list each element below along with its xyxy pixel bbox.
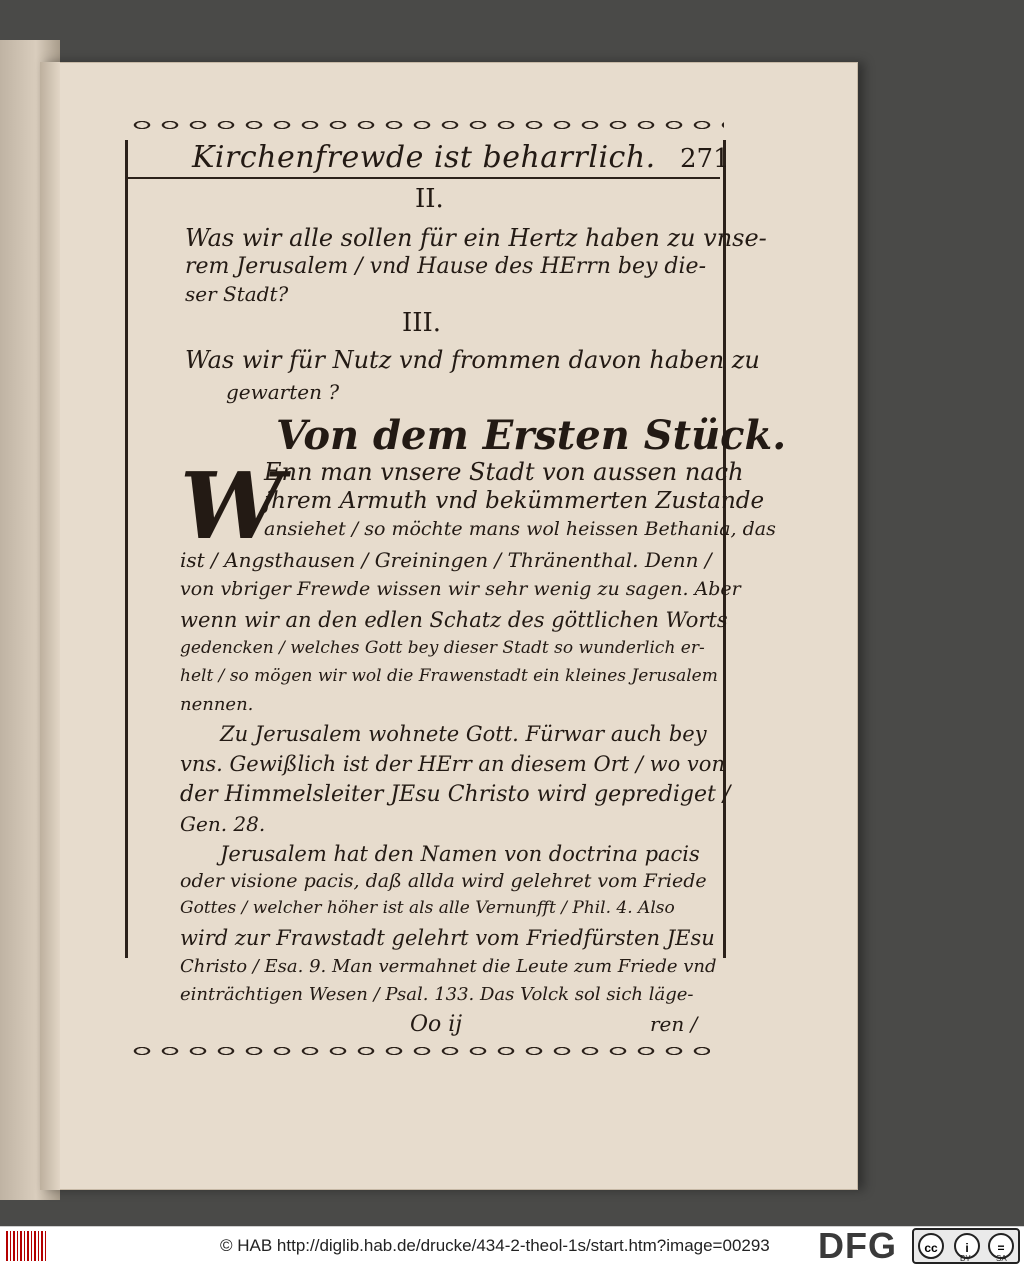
top-ornament-border — [128, 114, 724, 136]
attribution-icon: i — [954, 1233, 980, 1259]
bottom-ornament-border — [128, 1040, 710, 1062]
cc-icon: cc — [918, 1233, 944, 1259]
body-line: oder visione pacis, daß allda wird gelehret vom Friede — [180, 870, 707, 892]
body-line: von vbriger Frewde wissen wir sehr wenig zu sagen. Aber — [180, 578, 741, 600]
body-line: vns. Gewißlich ist der HErr an diesem Ort / wo von — [180, 752, 725, 776]
heading-2-line: Was wir alle sollen für ein Hertz haben zu vnse- — [185, 224, 767, 252]
body-line: Gottes / welcher höher ist als alle Vernunfft / Phil. 4. Also — [180, 898, 675, 918]
section-number-3: III. — [402, 308, 442, 338]
drop-cap-initial: W — [180, 452, 284, 560]
catchword: ren / — [650, 1012, 698, 1036]
body-line: wird zur Frawstadt gelehrt vom Friedfürsten JEsu — [180, 926, 715, 950]
dfg-logo[interactable]: DFG — [818, 1225, 897, 1266]
body-line: Enn man vnsere Stadt von aussen nach — [264, 458, 744, 486]
book-page — [40, 62, 858, 1190]
body-line: ist / Angsthausen / Greiningen / Thränenthal. Denn / — [180, 548, 712, 572]
body-line: Jerusalem hat den Namen von doctrina pacis — [220, 842, 700, 866]
section-number-2: II. — [415, 184, 444, 214]
body-line: Gen. 28. — [180, 812, 266, 836]
body-line: Zu Jerusalem wohnete Gott. Fürwar auch bey — [220, 722, 707, 746]
heading-3-line: Was wir für Nutz vnd frommen davon haben zu — [185, 346, 760, 374]
headline-rule — [128, 177, 720, 179]
body-line: einträchtigen Wesen / Psal. 133. Das Volck sol sich läge- — [180, 984, 694, 1005]
citation-link[interactable]: © HAB http://diglib.hab.de/drucke/434-2-theol-1s/start.htm?image=00293 — [220, 1236, 770, 1255]
license-sa-label: SA — [996, 1254, 1007, 1263]
license-by-label: BY — [960, 1254, 971, 1263]
signature-mark: Oo ij — [410, 1012, 463, 1037]
body-line: Christo / Esa. 9. Man vermahnet die Leute zum Friede vnd — [180, 956, 717, 977]
page-number: 271 — [680, 144, 730, 174]
page-gutter — [40, 62, 60, 1190]
hab-logo-icon[interactable] — [6, 1231, 48, 1261]
body-line: wenn wir an den edlen Schatz des göttlichen Worts — [180, 608, 728, 632]
body-line: nennen. — [180, 694, 254, 715]
body-line: gedencken / welches Gott bey dieser Stadt so wunderlich er- — [180, 638, 705, 658]
body-line: der Himmelsleiter JEsu Christo wird geprediget / — [180, 782, 731, 807]
heading-2-line: ser Stadt? — [185, 282, 289, 306]
body-line: jhrem Armuth vnd bekümmerten Zustande — [264, 488, 765, 514]
body-line: helt / so mögen wir wol die Frawenstadt ein kleines Jerusalem — [180, 666, 718, 686]
share-alike-icon: = — [988, 1233, 1014, 1259]
heading-2-line: rem Jerusalem / vnd Hause des HErrn bey die- — [185, 254, 707, 279]
cc-license-badge[interactable] — [912, 1228, 1020, 1264]
section-title: Von dem Ersten Stück. — [276, 412, 787, 459]
heading-3-line: gewarten ? — [226, 380, 340, 404]
body-line: ansiehet / so möchte mans wol heissen Bethania, das — [264, 518, 776, 540]
running-head: Kirchenfrewde ist beharrlich. — [192, 140, 656, 175]
